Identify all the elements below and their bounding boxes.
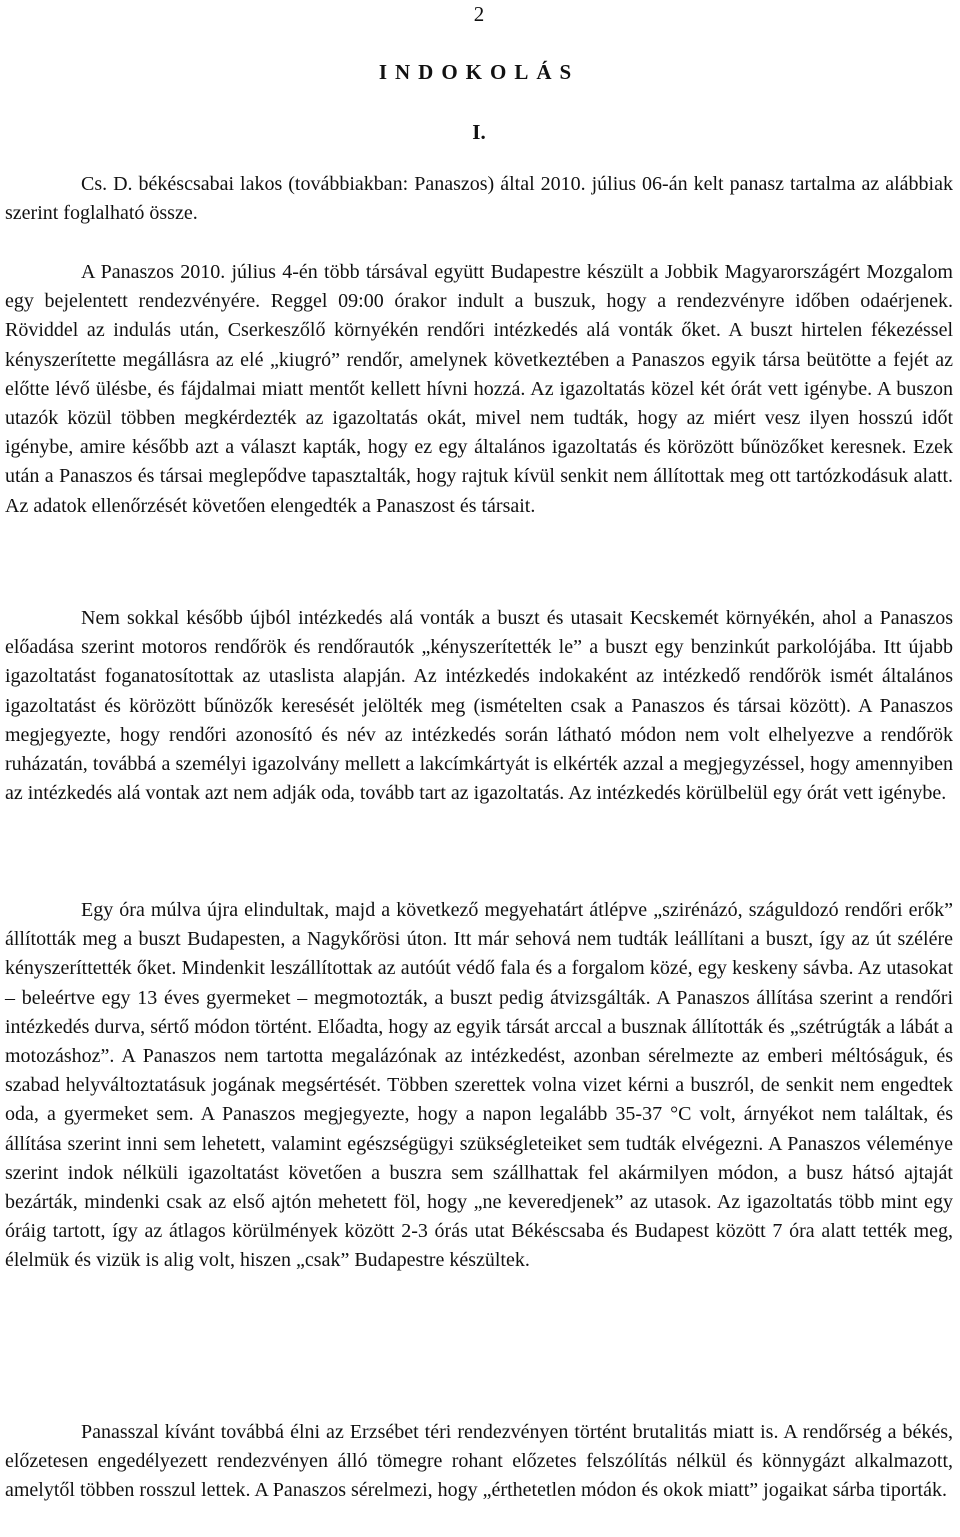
- paragraph-2: A Panaszos 2010. július 4-én több társával együtt Budapestre készült a Jobbik Magyarországért Mozgalom egy bejelentett rendezvényére. Reggel 09:00 órakor indult a buszuk, hogy a rendezvényre időben odaérjenek. Röviddel az indulás után, Cserkeszőlő környékén rendőri intézkedés alá vonták őket. A buszt hirtelen fékezéssel kényszerítette megállásra az elé „kiugró” rendőr, amelynek következtében a Panaszos egyik társa beütötte a fejét az előtte lévő ülésbe, és fájdalmai miatt mentőt kellett hívni hozzá. Az igazoltatás közel két órát vett igénybe. A buszon utazók közül többen megkérdezték az igazoltatás okát, mivel nem tudták, hogy az miért vesz ilyen hosszú időt igénybe, amire később azt a választ kapták, hogy ez egy általános igazoltatás és körözött bűnözőket keresnek. Ezek után a Panaszos és társai meglepődve tapasztalták, hogy rajtuk kívül senkit nem állítottak meg ott tartózkodásuk alatt. Az adatok ellenőrzését követően elengedték a Panaszost és társait.: [5, 261, 953, 517]
- document-title: INDOKOLÁS: [378, 60, 580, 84]
- paragraph-5: Panasszal kívánt továbbá élni az Erzsébet téri rendezvényen történt brutalitás miatt is. A rendőrség a békés, előzetesen engedélyezett rendezvényen álló tömegre rohant előzetes felszólítás nélkül és könnygázt alkalmazott, amelytől többen rosszul lettek. A Panaszos sérelmezi, hogy „érthetetlen módon és okok miatt” jogaikat sárba tiporták.: [5, 1421, 953, 1502]
- section-heading: I.: [472, 120, 486, 144]
- page-number: 2: [473, 2, 485, 26]
- paragraph-3: Nem sokkal később újból intézkedés alá vonták a buszt és utasait Kecskemét környékén, ahol a Panaszos előadása szerint motoros rendőrök és rendőrautók „kényszerítették le” a buszt egy benzinkút parkolójába. Itt újabb igazoltatást foganatosítottak az utaslista alapján. Az intézkedés indokaként az intézkedő rendőrök ismét általános igazoltatást és körözött bűnözők keresését jelölték meg (ismételten csak a Panaszos és társai között). A Panaszos megjegyezte, hogy rendőri azonosító és név az intézkedés során látható módon nem volt elhelyezve a rendőrök ruházatán, továbbá a személyi igazolvány mellett a lakcímkártyát is elkérték azzal a megjegyzéssel, hogy amennyiben az intézkedés alá vontak azt nem adják oda, tovább tart az igazoltatás. Az intézkedés körülbelül egy órát vett igénybe.: [5, 607, 953, 805]
- paragraph-1: Cs. D. békéscsabai lakos (továbbiakban: Panaszos) által 2010. július 06-án kelt panasz tartalma az alábbiak szerint foglalható össze.: [5, 173, 953, 225]
- paragraph-4: Egy óra múlva újra elindultak, majd a következő megyehatárt átlépve „szirénázó, száguldozó rendőri erők” állították meg a buszt Budapesten, a Nagykőrösi úton. Itt már sehová nem tudták leállítani a buszt, így az út szélére kényszeríttették őket. Mindenkit leszállítottak az autóút védő fala és a forgalom közé, egy keskeny sávba. Az utasokat – beleértve egy 13 éves gyermeket – megmotozták, a buszt pedig átvizsgálták. A Panaszos állítása szerint a rendőri intézkedés durva, sértő módon történt. Előadta, hogy az egyik társát arccal a busznak állították és „szétrúgták a lábát a motozáshoz”. A Panaszos nem tartotta megalázónak az intézkedést, azonban sérelmezte az emberi méltóságuk, és szabad helyváltoztatásuk jogának megsértését. Többen szerettek volna vizet kérni a buszról, de senkit nem engedtek oda, a gyermeket sem. A Panaszos megjegyezte, hogy a napon legalább 35-37 °C volt, árnyékot nem találtak, és állítása szerint inni sem lehetett, valamint egészségügyi szükségleteiket sem tudták elvégezni. A Panaszos véleménye szerint indok nélküli igazoltatást követően a buszra sem szállhattak fel akármilyen módon, a busz hátsó ajtaját bezárták, mindenki csak az első ajtón mehetett föl, hogy „ne keveredjenek” az utasok. Az igazoltatás több mint egy óráig tartott, így az átlagos körülmények között 2-3 órás utat Békéscsaba és Budapest között 7 óra alatt tették meg, élelmük és vizük is alig volt, hiszen „csak” Budapestre készültek.: [5, 899, 953, 1272]
